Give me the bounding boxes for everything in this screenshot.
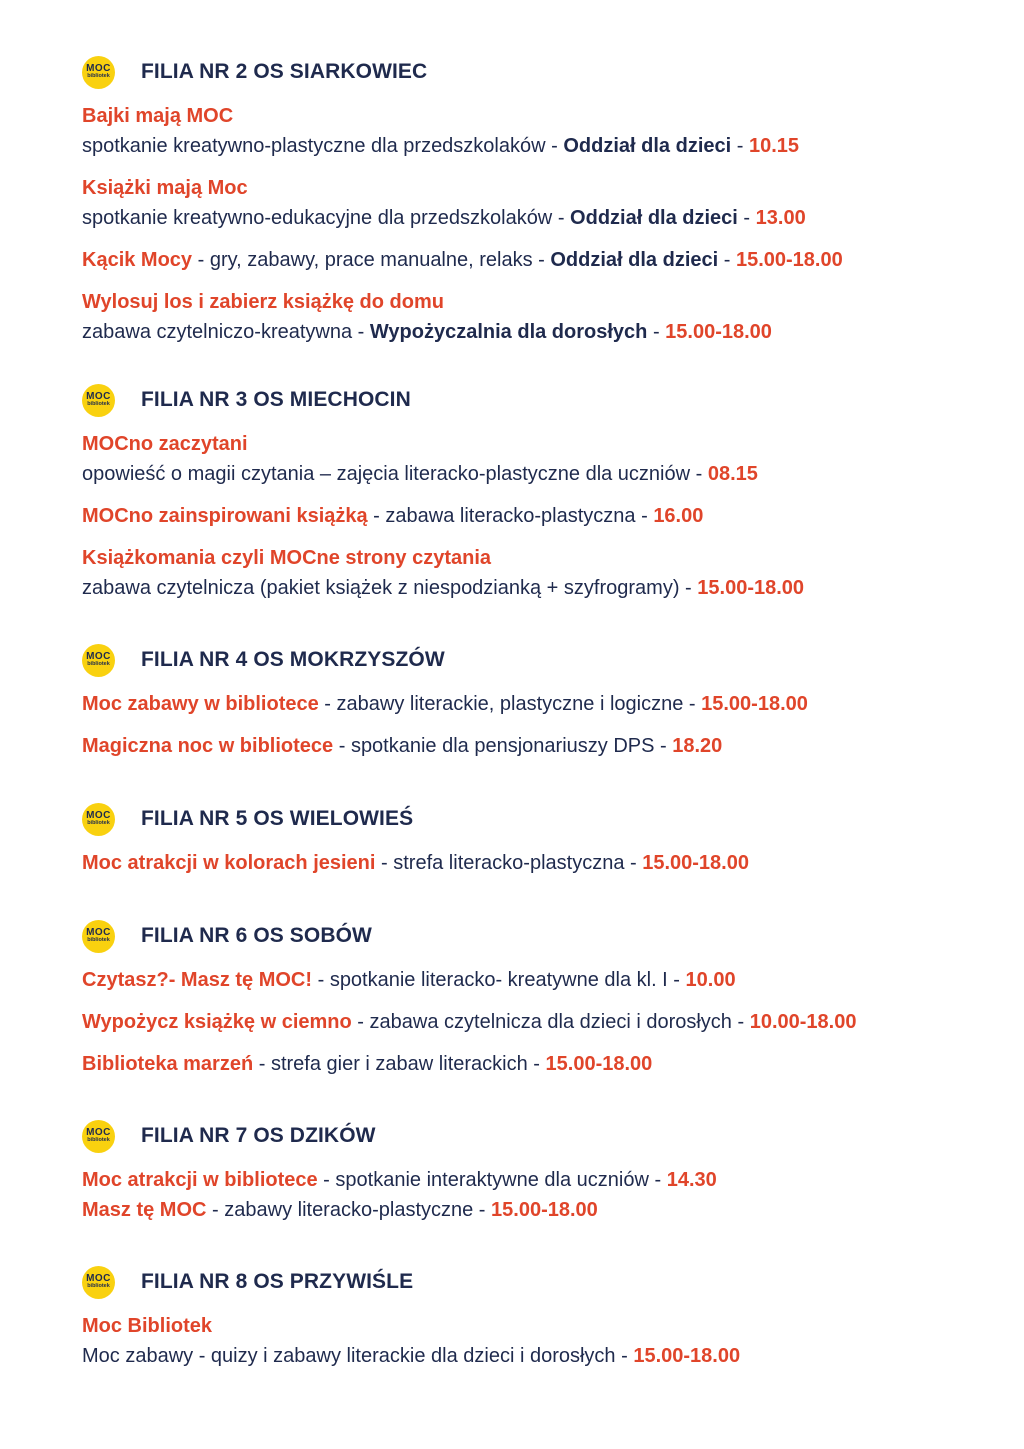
event-description: opowieść o magii czytania – zajęcia literacko-plastyczne dla uczniów	[82, 463, 691, 485]
event-time: 18.20	[672, 735, 723, 757]
event-description: spotkanie literacko- kreatywne dla kl. I	[329, 969, 668, 991]
event-item: Masz tę MOC - zabawy literacko-plastyczne - 15.00-18.00	[82, 1199, 598, 1221]
event-title: Książki mają Moc	[82, 177, 248, 199]
event-title: Wypożycz książkę w ciemno	[82, 1011, 352, 1033]
event-title: MOCno zainspirowani książką	[82, 505, 368, 527]
event-time: 15.00-18.00	[735, 249, 843, 271]
event-time: 10.00	[685, 969, 736, 991]
event-time: 15.00-18.00	[665, 321, 772, 343]
moc-bibliotek-logo-icon: MOC bibliotek	[82, 1266, 115, 1299]
event-description: spotkanie kreatywno-plastyczne dla przedszkolaków	[82, 135, 546, 157]
section-title: FILIA NR 7 OS DZIKÓW	[141, 1124, 376, 1147]
event-place: Oddział dla dzieci	[570, 207, 738, 229]
section-title: FILIA NR 8 OS PRZYWIŚLE	[141, 1270, 414, 1293]
event-item: Czytasz?- Masz tę MOC! - spotkanie literacko- kreatywne dla kl. I - 10.00	[82, 969, 736, 991]
section-header	[82, 1119, 982, 1153]
event-description: spotkanie kreatywno-edukacyjne dla przedszkolaków	[82, 207, 553, 229]
event-description: strefa gier i zabaw literackich	[270, 1053, 528, 1075]
event-title: Moc Bibliotek	[82, 1315, 213, 1337]
event-item: Wypożycz książkę w ciemno - zabawa czytelnicza dla dzieci i dorosłych - 10.00-18.00	[82, 1011, 857, 1033]
event-description: zabawa czytelnicza (pakiet książek z niespodzianką + szyfrogramy)	[82, 577, 680, 599]
event-item: Moc atrakcji w bibliotece - spotkanie interaktywne dla uczniów - 14.30	[82, 1169, 717, 1191]
moc-bibliotek-logo-icon: MOC bibliotek	[82, 803, 115, 836]
event-title: Moc atrakcji w kolorach jesieni	[82, 852, 376, 874]
section-header	[82, 1265, 982, 1299]
section-filia-8	[82, 1265, 982, 1371]
section-header	[82, 55, 982, 89]
event-item: MOCno zainspirowani książką - zabawa literacko-plastyczna - 16.00	[82, 505, 704, 527]
section-title: FILIA NR 3 OS MIECHOCIN	[141, 388, 411, 411]
event-time: 15.00-18.00	[491, 1199, 598, 1221]
event-time: 14.30	[666, 1169, 717, 1191]
event-time: 10.00-18.00	[749, 1011, 857, 1033]
event-title: Wylosuj los i zabierz książkę do domu	[82, 291, 444, 313]
section-title: FILIA NR 2 OS SIARKOWIEC	[141, 60, 428, 83]
event-item: Kącik Mocy - gry, zabawy, prace manualne, relaks - Oddział dla dzieci - 15.00-18.00	[82, 249, 843, 271]
event-time: 16.00	[653, 505, 704, 527]
event-time: 08.15	[707, 463, 758, 485]
event-time: 15.00-18.00	[701, 693, 808, 715]
event-item: Książki mają Moc spotkanie kreatywno-edukacyjne dla przedszkolaków - Oddział dla dzieci - 13.00	[82, 173, 982, 233]
section-filia-7	[82, 1119, 982, 1225]
event-title: Moc atrakcji w bibliotece	[82, 1169, 318, 1191]
event-place: Oddział dla dzieci	[563, 135, 732, 157]
event-description: spotkanie dla pensjonariuszy DPS	[350, 735, 655, 757]
event-description: zabawa literacko-plastyczna	[385, 505, 636, 527]
event-item: Moc zabawy w bibliotece - zabawy literackie, plastyczne i logiczne - 15.00-18.00	[82, 693, 808, 715]
event-time: 15.00-18.00	[633, 1345, 741, 1367]
section-title: FILIA NR 5 OS WIELOWIEŚ	[141, 807, 414, 830]
event-title: Czytasz?- Masz tę MOC!	[82, 969, 313, 991]
event-item: Książkomania czyli MOCne strony czytania zabawa czytelnicza (pakiet książek z niespodzianką + szyfrogramy) - 15.00-18.00	[82, 543, 982, 603]
event-title: Masz tę MOC	[82, 1199, 207, 1221]
event-item: Wylosuj los i zabierz książkę do domu zabawa czytelniczo-kreatywna - Wypożyczalnia dla dorosłych - 15.00-18.00	[82, 287, 982, 347]
event-title: Kącik Mocy	[82, 249, 193, 271]
section-title: FILIA NR 4 OS MOKRZYSZÓW	[141, 648, 445, 671]
moc-bibliotek-logo-icon: MOC bibliotek	[82, 920, 115, 953]
event-time: 15.00-18.00	[545, 1053, 653, 1075]
event-description: strefa literacko-plastyczna	[393, 852, 625, 874]
section-header	[82, 919, 982, 953]
section-filia-2	[82, 55, 982, 347]
event-item: MOCno zaczytani opowieść o magii czytania – zajęcia literacko-plastyczne dla uczniów - 08.15	[82, 429, 982, 489]
event-description: zabawy literackie, plastyczne i logiczne	[336, 693, 684, 715]
event-description: Moc zabawy - quizy i zabawy literackie dla dzieci i dorosłych	[82, 1345, 616, 1367]
section-filia-6	[82, 919, 982, 1079]
event-item: Bajki mają MOC spotkanie kreatywno-plastyczne dla przedszkolaków - Oddział dla dzieci - 10.15	[82, 101, 982, 161]
event-description: gry, zabawy, prace manualne, relaks	[209, 249, 533, 271]
event-place: Oddział dla dzieci	[550, 249, 719, 271]
section-filia-4	[82, 643, 982, 761]
event-title: MOCno zaczytani	[82, 433, 248, 455]
section-header	[82, 802, 982, 836]
event-description: zabawa czytelnicza dla dzieci i dorosłych	[369, 1011, 732, 1033]
event-item: Moc atrakcji w kolorach jesieni - strefa literacko-plastyczna - 15.00-18.00	[82, 852, 749, 874]
event-description: zabawa czytelniczo-kreatywna	[82, 321, 353, 343]
event-item: Biblioteka marzeń - strefa gier i zabaw literackich - 15.00-18.00	[82, 1053, 653, 1075]
section-filia-3	[82, 383, 982, 603]
section-header	[82, 383, 982, 417]
event-description: zabawy literacko-plastyczne	[224, 1199, 474, 1221]
section-title: FILIA NR 6 OS SOBÓW	[141, 924, 372, 947]
event-item: Magiczna noc w bibliotece - spotkanie dla pensjonariuszy DPS - 18.20	[82, 735, 723, 757]
moc-bibliotek-logo-icon: MOC bibliotek	[82, 56, 115, 89]
event-title: Magiczna noc w bibliotece	[82, 735, 334, 757]
event-description: spotkanie interaktywne dla uczniów	[335, 1169, 649, 1191]
event-title: Biblioteka marzeń	[82, 1053, 254, 1075]
event-place: Wypożyczalnia dla dorosłych	[369, 321, 648, 343]
event-item: Moc Bibliotek Moc zabawy - quizy i zabawy literackie dla dzieci i dorosłych - 15.00-18.00	[82, 1311, 982, 1371]
event-time: 15.00-18.00	[697, 577, 805, 599]
section-filia-5	[82, 802, 982, 878]
event-title: Bajki mają MOC	[82, 105, 234, 127]
event-time: 13.00	[755, 207, 806, 229]
moc-bibliotek-logo-icon: MOC bibliotek	[82, 384, 115, 417]
moc-bibliotek-logo-icon: MOC bibliotek	[82, 1120, 115, 1153]
event-time: 15.00-18.00	[642, 852, 749, 874]
moc-bibliotek-logo-icon: MOC bibliotek	[82, 644, 115, 677]
event-title: Moc zabawy w bibliotece	[82, 693, 319, 715]
event-time: 10.15	[748, 135, 800, 157]
event-title: Książkomania czyli MOCne strony czytania	[82, 547, 492, 569]
section-header	[82, 643, 982, 677]
